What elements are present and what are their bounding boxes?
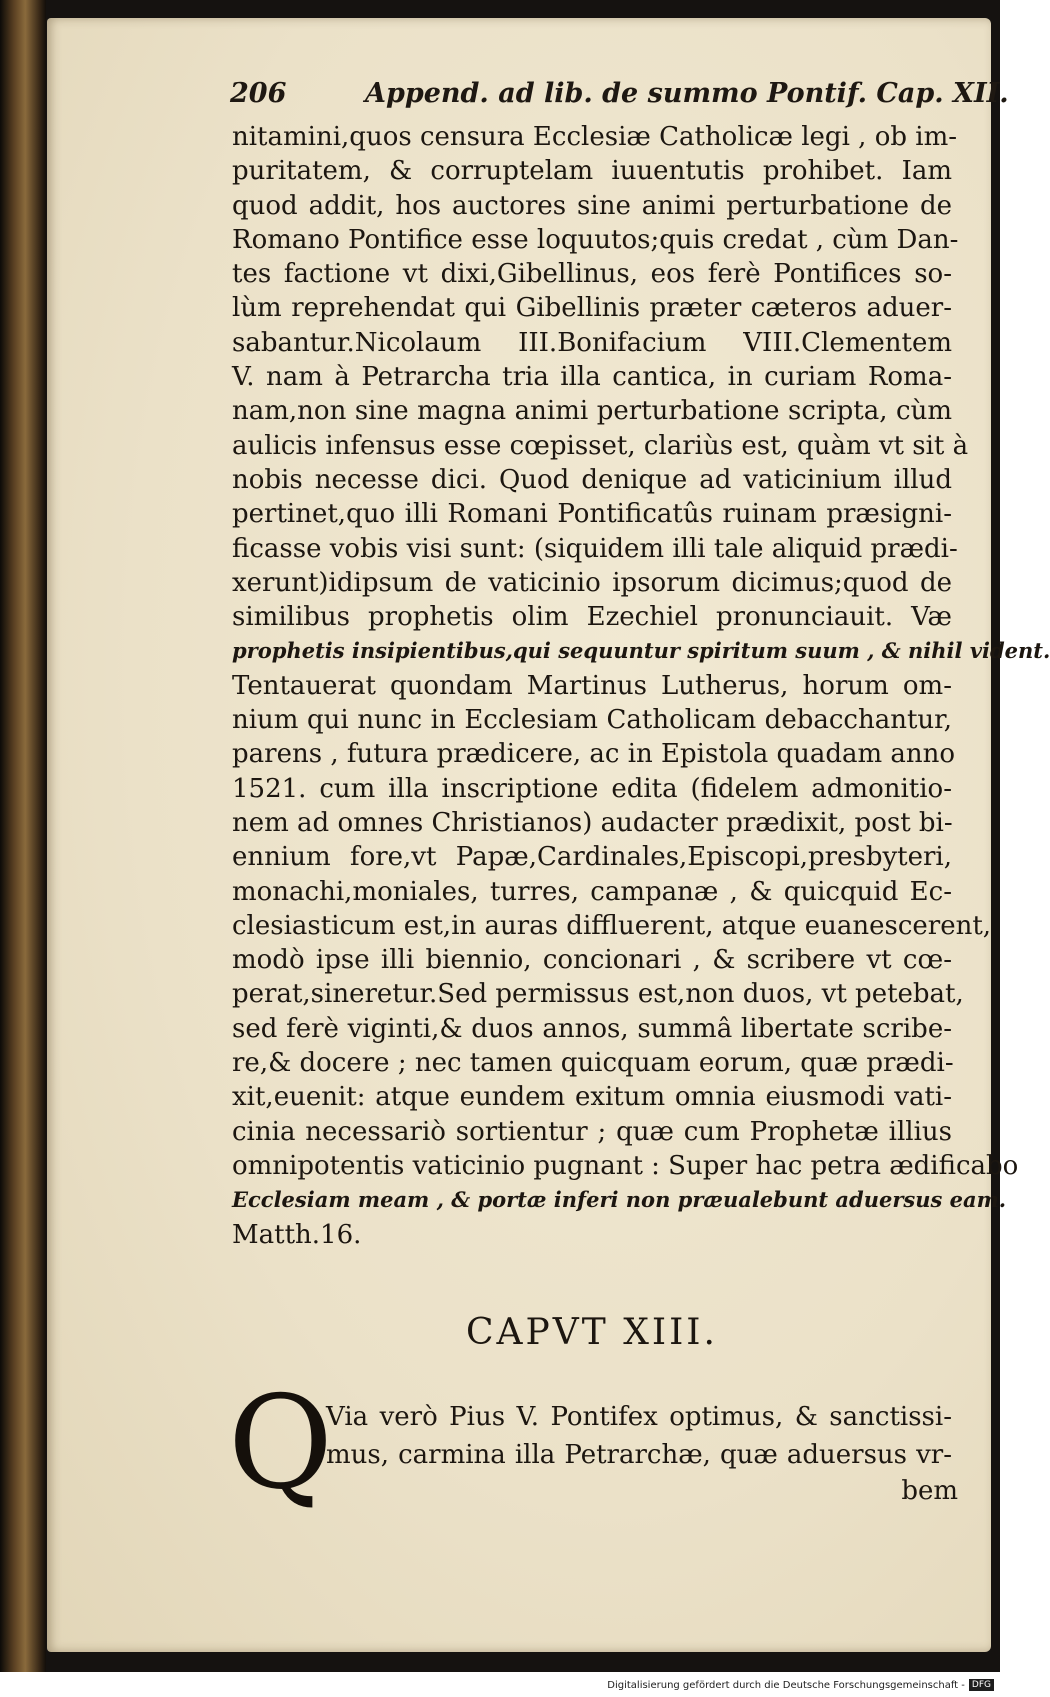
- text-line: omnipotentis vaticinio pugnant : Super hac petra ædificabo: [232, 1150, 1019, 1181]
- chapter-opening-text: [326, 1398, 952, 1474]
- text-line: cinia necessariò sortientur ; quæ cum Prophetæ illius: [232, 1116, 952, 1147]
- text-line: V. nam à Petrarcha tria illa cantica, in curiam Roma-: [232, 362, 952, 393]
- text-line: nitamini,quos censura Ecclesiæ Catholicæ legi , ob im-: [232, 122, 958, 152]
- text-line: tes factione vt dixi,Gibellinus, eos ferè Pontifices so-: [232, 259, 952, 290]
- scripture-reference: Matth.16.: [232, 1219, 362, 1250]
- catchword: bem: [901, 1476, 958, 1506]
- text-line: nium qui nunc in Ecclesiam Catholicam debacchantur,: [232, 705, 952, 736]
- text-line: mus, carmina illa Petrarchæ, quæ aduersus vr-: [326, 1440, 952, 1470]
- running-title: Append. ad lib. de summo Pontif. Cap. XII.: [365, 78, 1009, 109]
- text-line: Via verò Pius V. Pontifex optimus, & sanctissi-: [326, 1402, 952, 1432]
- page-number: 206: [230, 78, 287, 109]
- text-line: parens , futura prædicere, ac in Epistola quadam anno: [232, 739, 956, 770]
- text-line: puritatem, & corruptelam iuuentutis prohibet. Iam: [232, 156, 952, 187]
- text-line: aulicis infensus esse cœpisset, clariùs est, quàm vt sit à: [232, 430, 969, 461]
- text-line: Tentauerat quondam Martinus Lutherus, horum om-: [232, 670, 952, 701]
- body-text: [232, 120, 1050, 1252]
- text-line: Romano Pontifice esse loquutos;quis credat , cùm Dan-: [232, 224, 959, 255]
- running-head: [230, 78, 1009, 118]
- text-line: clesiasticum est,in auras diffluerent, atque euanescerent,: [232, 910, 992, 941]
- text-line: ennium fore,vt Papæ,Cardinales,Episcopi,presbyteri,: [232, 842, 952, 873]
- scripture-quote-line: prophetis insipientibus,qui sequuntur spiritum suum , & nihil vident.: [232, 638, 1050, 664]
- text-line: ficasse vobis visi sunt: (siquidem illi tale aliquid prædi-: [232, 533, 958, 564]
- scripture-quote-line: Ecclesiam meam , & portæ inferi non præualebunt aduersus eam.: [232, 1187, 1007, 1213]
- chapter-heading: CAPVT XIII.: [466, 1312, 718, 1353]
- text-line: nobis necesse dici. Quod denique ad vaticinium illud: [232, 464, 952, 495]
- text-line: nem ad omnes Christianos) audacter prædixit, post bi-: [232, 807, 953, 838]
- text-line: sed ferè viginti,& duos annos, summâ libertate scribe-: [232, 1013, 952, 1044]
- text-line: nam,non sine magna animi perturbatione scripta, cùm: [232, 396, 952, 427]
- drop-cap: Q: [228, 1369, 333, 1518]
- text-line: re,& docere ; nec tamen quicquam eorum, quæ prædi-: [232, 1048, 954, 1079]
- text-line: perat,sineretur.Sed permissus est,non duos, vt petebat,: [232, 979, 964, 1010]
- dfg-logo: DFG: [969, 1679, 994, 1691]
- book-spine: [0, 0, 46, 1672]
- text-line: monachi,moniales, turres, campanæ , & quicquid Ec-: [232, 876, 952, 907]
- text-line: lùm reprehendat qui Gibellinis præter cæteros aduer-: [232, 293, 952, 324]
- text-line: xerunt)idipsum de vaticinio ipsorum dicimus;quod de: [232, 567, 952, 598]
- text-line: modò ipse illi biennio, concionari , & scribere vt cœ-: [232, 945, 952, 976]
- text-line: sabantur.Nicolaum III.Bonifacium VIII.Clementem: [232, 327, 952, 358]
- text-line: xit,euenit: atque eundem exitum omnia eiusmodi vati-: [232, 1082, 952, 1113]
- text-line: similibus prophetis olim Ezechiel pronunciauit. Væ: [232, 602, 952, 633]
- footer-text: Digitalisierung gefördert durch die Deutsche Forschungsgemeinschaft -: [607, 1680, 965, 1691]
- text-line: 1521. cum illa inscriptione edita (fidelem admonitio-: [232, 773, 952, 804]
- text-line: quod addit, hos auctores sine animi perturbatione de: [232, 190, 952, 221]
- text-line: pertinet,quo illi Romani Pontificatûs ruinam præsigni-: [232, 499, 952, 530]
- digitization-footer: [0, 1674, 1000, 1697]
